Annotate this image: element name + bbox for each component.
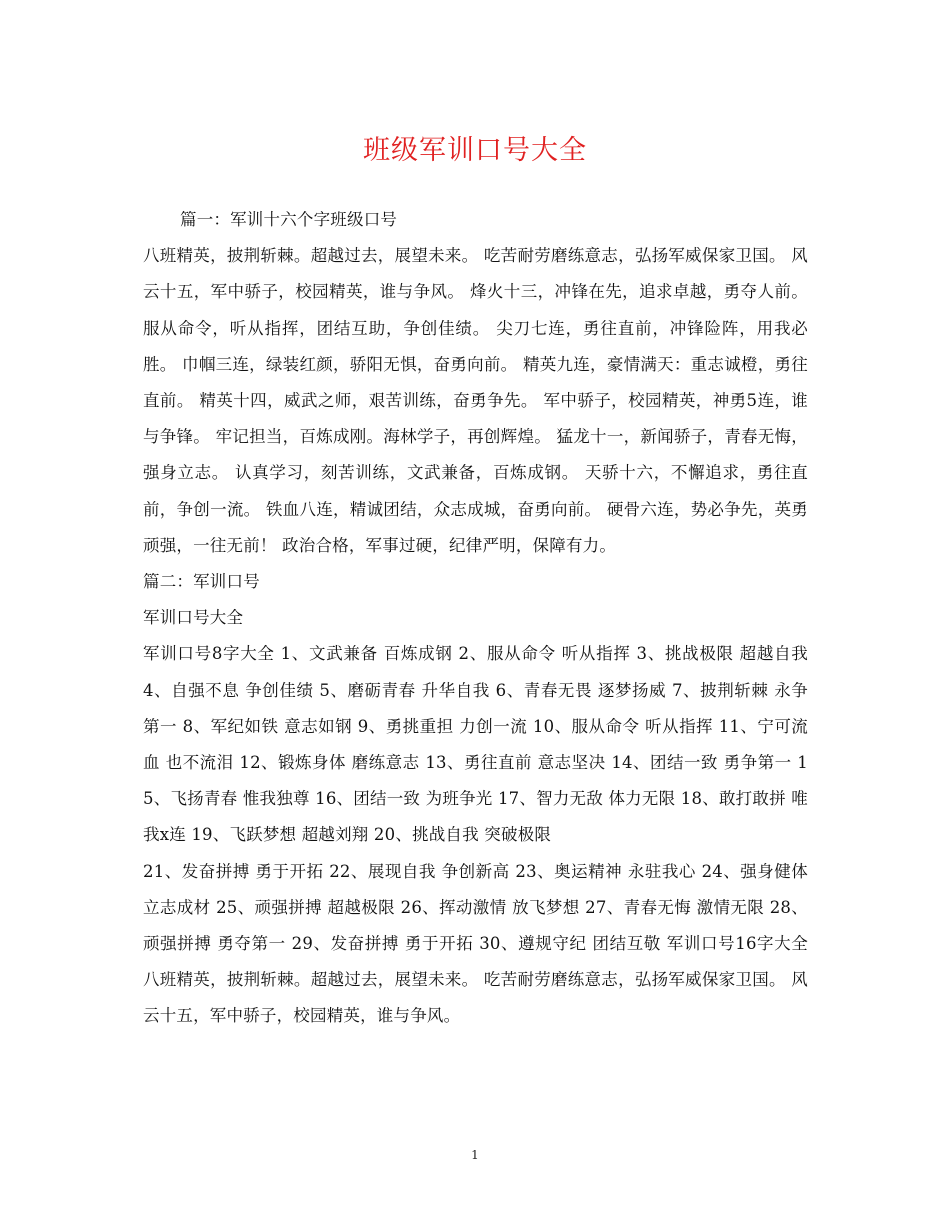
page-number: 1 bbox=[471, 1148, 479, 1162]
subheading-slogans: 军训口号大全 bbox=[143, 608, 244, 628]
section-heading-two: 篇二：军训口号 bbox=[143, 572, 260, 592]
section-heading-one: 篇一：军训十六个字班级口号 bbox=[180, 210, 398, 229]
paragraph-slogans-8-char: 军训口号8字大全 1、文武兼备 百炼成钢 2、服从命令 听从指挥 3、挑战极限 超越自我 4、自强不息 争创佳绩 5、磨砺青春 升华自我 6、青春无畏 逐梦扬威 7、披荆斩棘 永争第一 8、军纪如铁 意志如钢 9、勇挑重担 力创一流 10、服从命令 听从指挥 11、宁可流血 也不流泪 12、锻炼身体 磨练意志 13、勇往直前 意志坚决 14、团结一致 勇争第一 15、飞扬青春 惟我独尊 16、团结一致 为班争光 17、智力无敌 体力无限 18、敢打敢拼 唯我x连 19、飞跃梦想 超越刘翔 20、挑战自我 突破极限 bbox=[143, 644, 808, 845]
document-body bbox=[143, 202, 808, 1035]
paragraph-slogans-continued: 21、发奋拼搏 勇于开拓 22、展现自我 争创新高 23、奥运精神 永驻我心 24、强身健体 立志成材 25、顽强拼搏 超越极限 26、挥动激情 放飞梦想 27、青春无悔 激情无限 28、顽强拼搏 勇夺第一 29、发奋拼搏 勇于开拓 30、遵规守纪 团结互敬 军训口号16字大全 八班精英，披荆斩棘。超越过去，展望未来。 吃苦耐劳磨练意志，弘扬军威保家卫国。 风云十五，军中骄子，校园精英，谁与争风。 bbox=[143, 861, 808, 1026]
document-title: 班级军训口号大全 bbox=[363, 135, 587, 166]
paragraph-slogans-16-char: 八班精英，披荆斩棘。超越过去，展望未来。 吃苦耐劳磨练意志，弘扬军威保家卫国。 风云十五，军中骄子，校园精英，谁与争风。 烽火十三，冲锋在先，追求卓越，勇夺人前。 服从命令，听从指挥，团结互助，争创佳绩。 尖刀七连，勇往直前，冲锋险阵，用我必胜。 巾帼三连，绿装红颜，骄阳无惧，奋勇向前。 精英九连，豪情满天：重志诚橙，勇往直前。 精英十四，威武之师，艰苦训练，奋勇争先。 军中骄子，校园精英，神勇5连，谁与争锋。 牢记担当，百炼成刚。海林学子，再创辉煌。 猛龙十一，新闻骄子，青春无悔，强身立志。 认真学习，刻苦训练，文武兼备，百炼成钢。 天骄十六，不懈追求，勇往直前，争创一流。 铁血八连，精诚团结，众志成城，奋勇向前。 硬骨六连，势必争先，英勇顽强，一往无前！ 政治合格，军事过硬，纪律严明，保障有力。 bbox=[143, 246, 808, 555]
